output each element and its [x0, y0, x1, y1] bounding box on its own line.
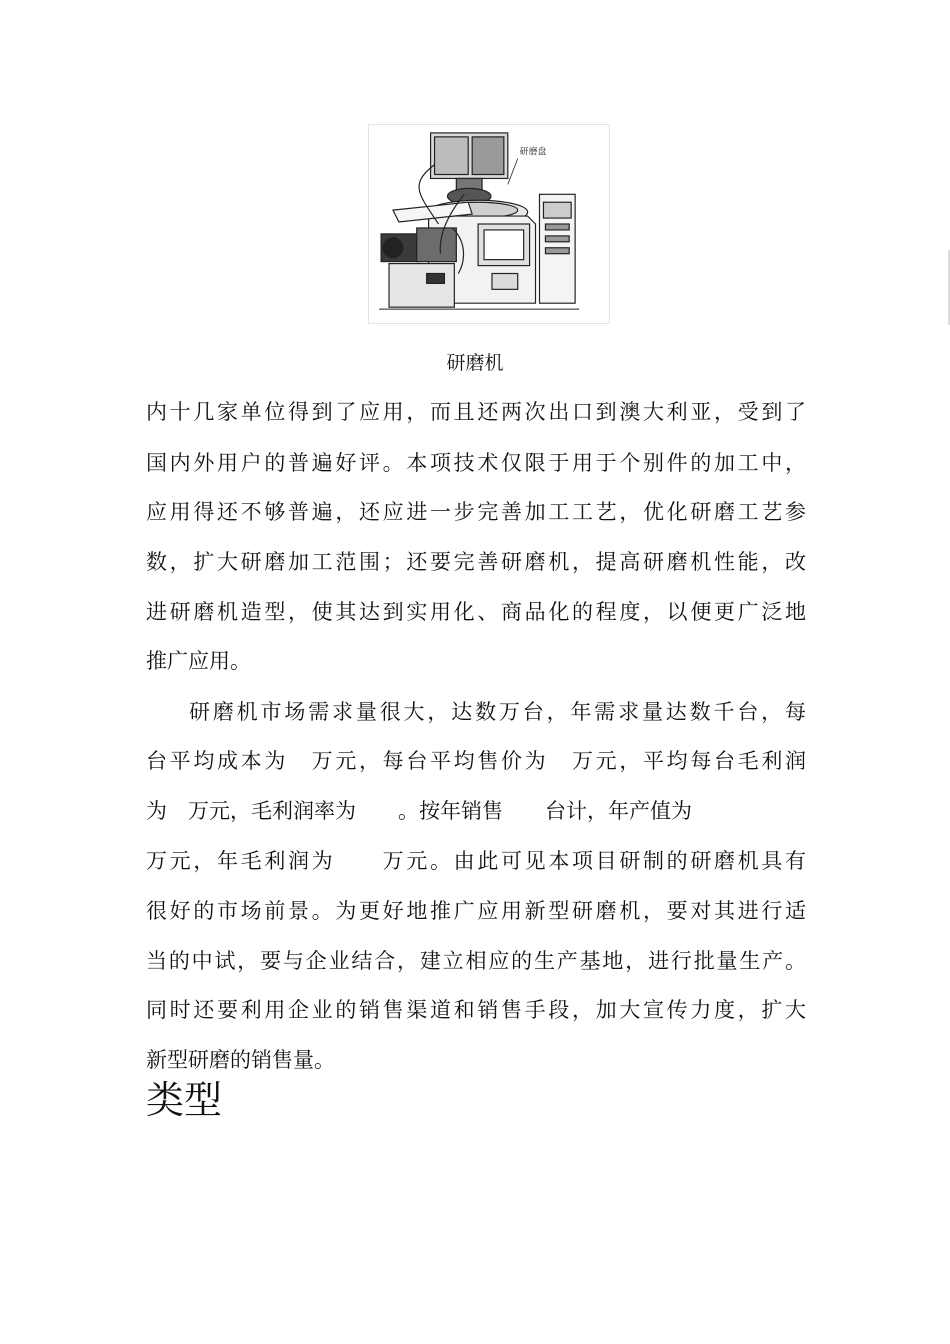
- grinding-machine-figure: [368, 124, 610, 324]
- body-line-7: 研磨机市场需求量很大，达数万台，年需求量达数千台，每: [189, 700, 806, 724]
- body-line-14: 新型研磨的销售量。: [146, 1048, 335, 1072]
- section-heading: 类型: [146, 1078, 223, 1122]
- body-line-2: 国内外用户的普遍好评。本项技术仅限于用于个别件的加工中，: [146, 451, 806, 475]
- body-line-4: 数，扩大研磨加工范围；还要完善研磨机，提高研磨机性能，改: [146, 550, 806, 574]
- grinding-machine-drawing: [369, 125, 609, 323]
- body-line-6: 推广应用。: [146, 649, 251, 673]
- body-line-12: 当的中试，要与企业结合，建立相应的生产基地，进行批量生产。: [146, 949, 806, 973]
- body-line-1: 内十几家单位得到了应用，而且还两次出口到澳大利亚，受到了: [146, 400, 806, 424]
- figure-caption: 研磨机: [446, 352, 504, 374]
- body-line-5: 进研磨机造型，使其达到实用化、商品化的程度，以便更广泛地: [146, 600, 806, 624]
- callout-label: 研磨盘: [519, 147, 547, 158]
- body-line-13: 同时还要利用企业的销售渠道和销售手段，加大宣传力度，扩大: [146, 998, 806, 1022]
- body-line-10: 万元，年毛利润为 万元。由此可见本项目研制的研磨机具有: [146, 849, 806, 873]
- body-line-3: 应用得还不够普遍，还应进一步完善加工工艺，优化研磨工艺参: [146, 500, 806, 524]
- body-line-11: 很好的市场前景。为更好地推广应用新型研磨机，要对其进行适: [146, 899, 806, 923]
- body-line-9: 为 万元，毛利润率为 。按年销售 台计，年产值为: [146, 799, 692, 823]
- body-line-8: 台平均成本为 万元，每台平均售价为 万元，平均每台毛利润: [146, 749, 806, 773]
